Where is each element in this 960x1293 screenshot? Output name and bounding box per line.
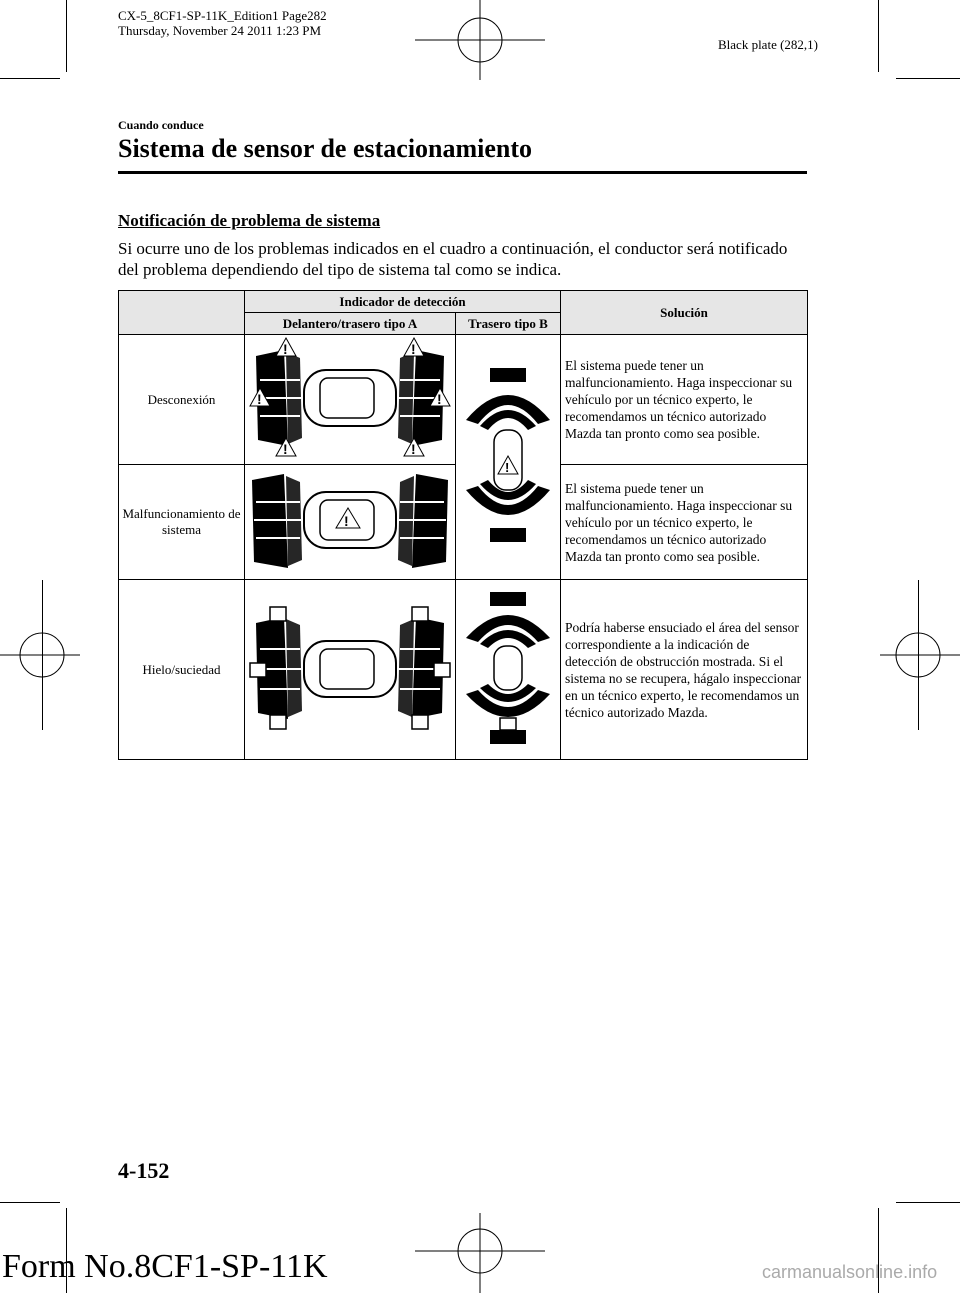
problem-table (118, 290, 808, 760)
form-number: Form No.8CF1-SP-11K (2, 1248, 328, 1285)
table-row (119, 335, 808, 465)
intro-paragraph: Si ocurre uno de los problemas indicados en el cuadro a continuación, el conductor será notificado del problema dependiendo del tipo de sistema tal como se indica. (118, 239, 788, 279)
registration-mark-top (415, 0, 545, 80)
type-b-figure (456, 335, 561, 580)
svg-text:!: ! (505, 460, 510, 475)
page-title: Sistema de sensor de estacionamiento (118, 134, 533, 163)
svg-text:!: ! (436, 390, 442, 407)
page-number: 4-152 (118, 1158, 170, 1183)
svg-text:!: ! (282, 440, 288, 457)
solution-cell: Podría haberse ensuciado el área del sensor correspondiente a la indicación de detección de obstrucción mostrada. Si el sistema no se recupera, hágalo inspeccionar en un técnico experto, le recomendamos un técnico autorizado Mazda. (561, 580, 808, 760)
header-type-a: Delantero/trasero tipo A (245, 313, 456, 335)
header-solution: Solución (561, 291, 808, 335)
car-top-view-icon (248, 336, 453, 460)
print-header-file: CX-5_8CF1-SP-11K_Edition1 Page282 (118, 8, 327, 23)
print-header (118, 8, 327, 38)
registration-mark-left (0, 590, 80, 720)
header-blank (119, 291, 245, 335)
crop-mark (0, 1202, 60, 1203)
condition-cell: Malfuncionamiento de sistema (119, 465, 245, 580)
solution-cell: El sistema puede tener un malfuncionamiento. Haga inspeccionar su vehículo por un técnico experto, le recomendamos un técnico autorizado Mazda tan pronto como sea posible. (561, 335, 808, 465)
condition-cell: Hielo/suciedad (119, 580, 245, 760)
crop-mark (896, 1202, 960, 1203)
table-row (119, 580, 808, 760)
rear-sensor-icon (462, 360, 554, 550)
car-top-view-icon (248, 466, 453, 574)
section-label: Cuando conduce (118, 118, 204, 132)
registration-mark-bottom (415, 1213, 545, 1293)
plate-label: Black plate (282,1) (718, 37, 818, 52)
type-b-ice-dirt-figure (456, 580, 561, 760)
subheading: Notificación de problema de sistema (118, 211, 381, 230)
condition-cell: Desconexión (119, 335, 245, 465)
svg-text:!: ! (282, 340, 288, 357)
title-rule (118, 171, 807, 174)
svg-text:!: ! (343, 513, 349, 529)
header-type-b: Trasero tipo B (456, 313, 561, 335)
type-a-disconnect-figure (245, 335, 456, 465)
watermark: carmanualsonline.info (762, 1262, 938, 1282)
car-top-view-icon (248, 603, 453, 733)
crop-mark (66, 0, 67, 72)
type-a-ice-dirt-figure (245, 580, 456, 760)
solution-cell: El sistema puede tener un malfuncionamiento. Haga inspeccionar su vehículo por un técnico experto, le recomendamos un técnico autorizado Mazda tan pronto como sea posible. (561, 465, 808, 580)
print-header-date: Thursday, November 24 2011 1:23 PM (118, 23, 322, 38)
crop-mark (0, 78, 60, 79)
svg-text:!: ! (410, 440, 416, 457)
svg-text:!: ! (410, 340, 416, 357)
registration-mark-right (880, 590, 960, 720)
rear-sensor-icon (462, 588, 554, 748)
crop-mark (878, 0, 879, 72)
type-a-malfunction-figure (245, 465, 456, 580)
crop-mark (896, 78, 960, 79)
header-detection-indicator: Indicador de detección (245, 291, 561, 313)
svg-text:!: ! (256, 390, 262, 407)
book-icon (500, 718, 516, 730)
